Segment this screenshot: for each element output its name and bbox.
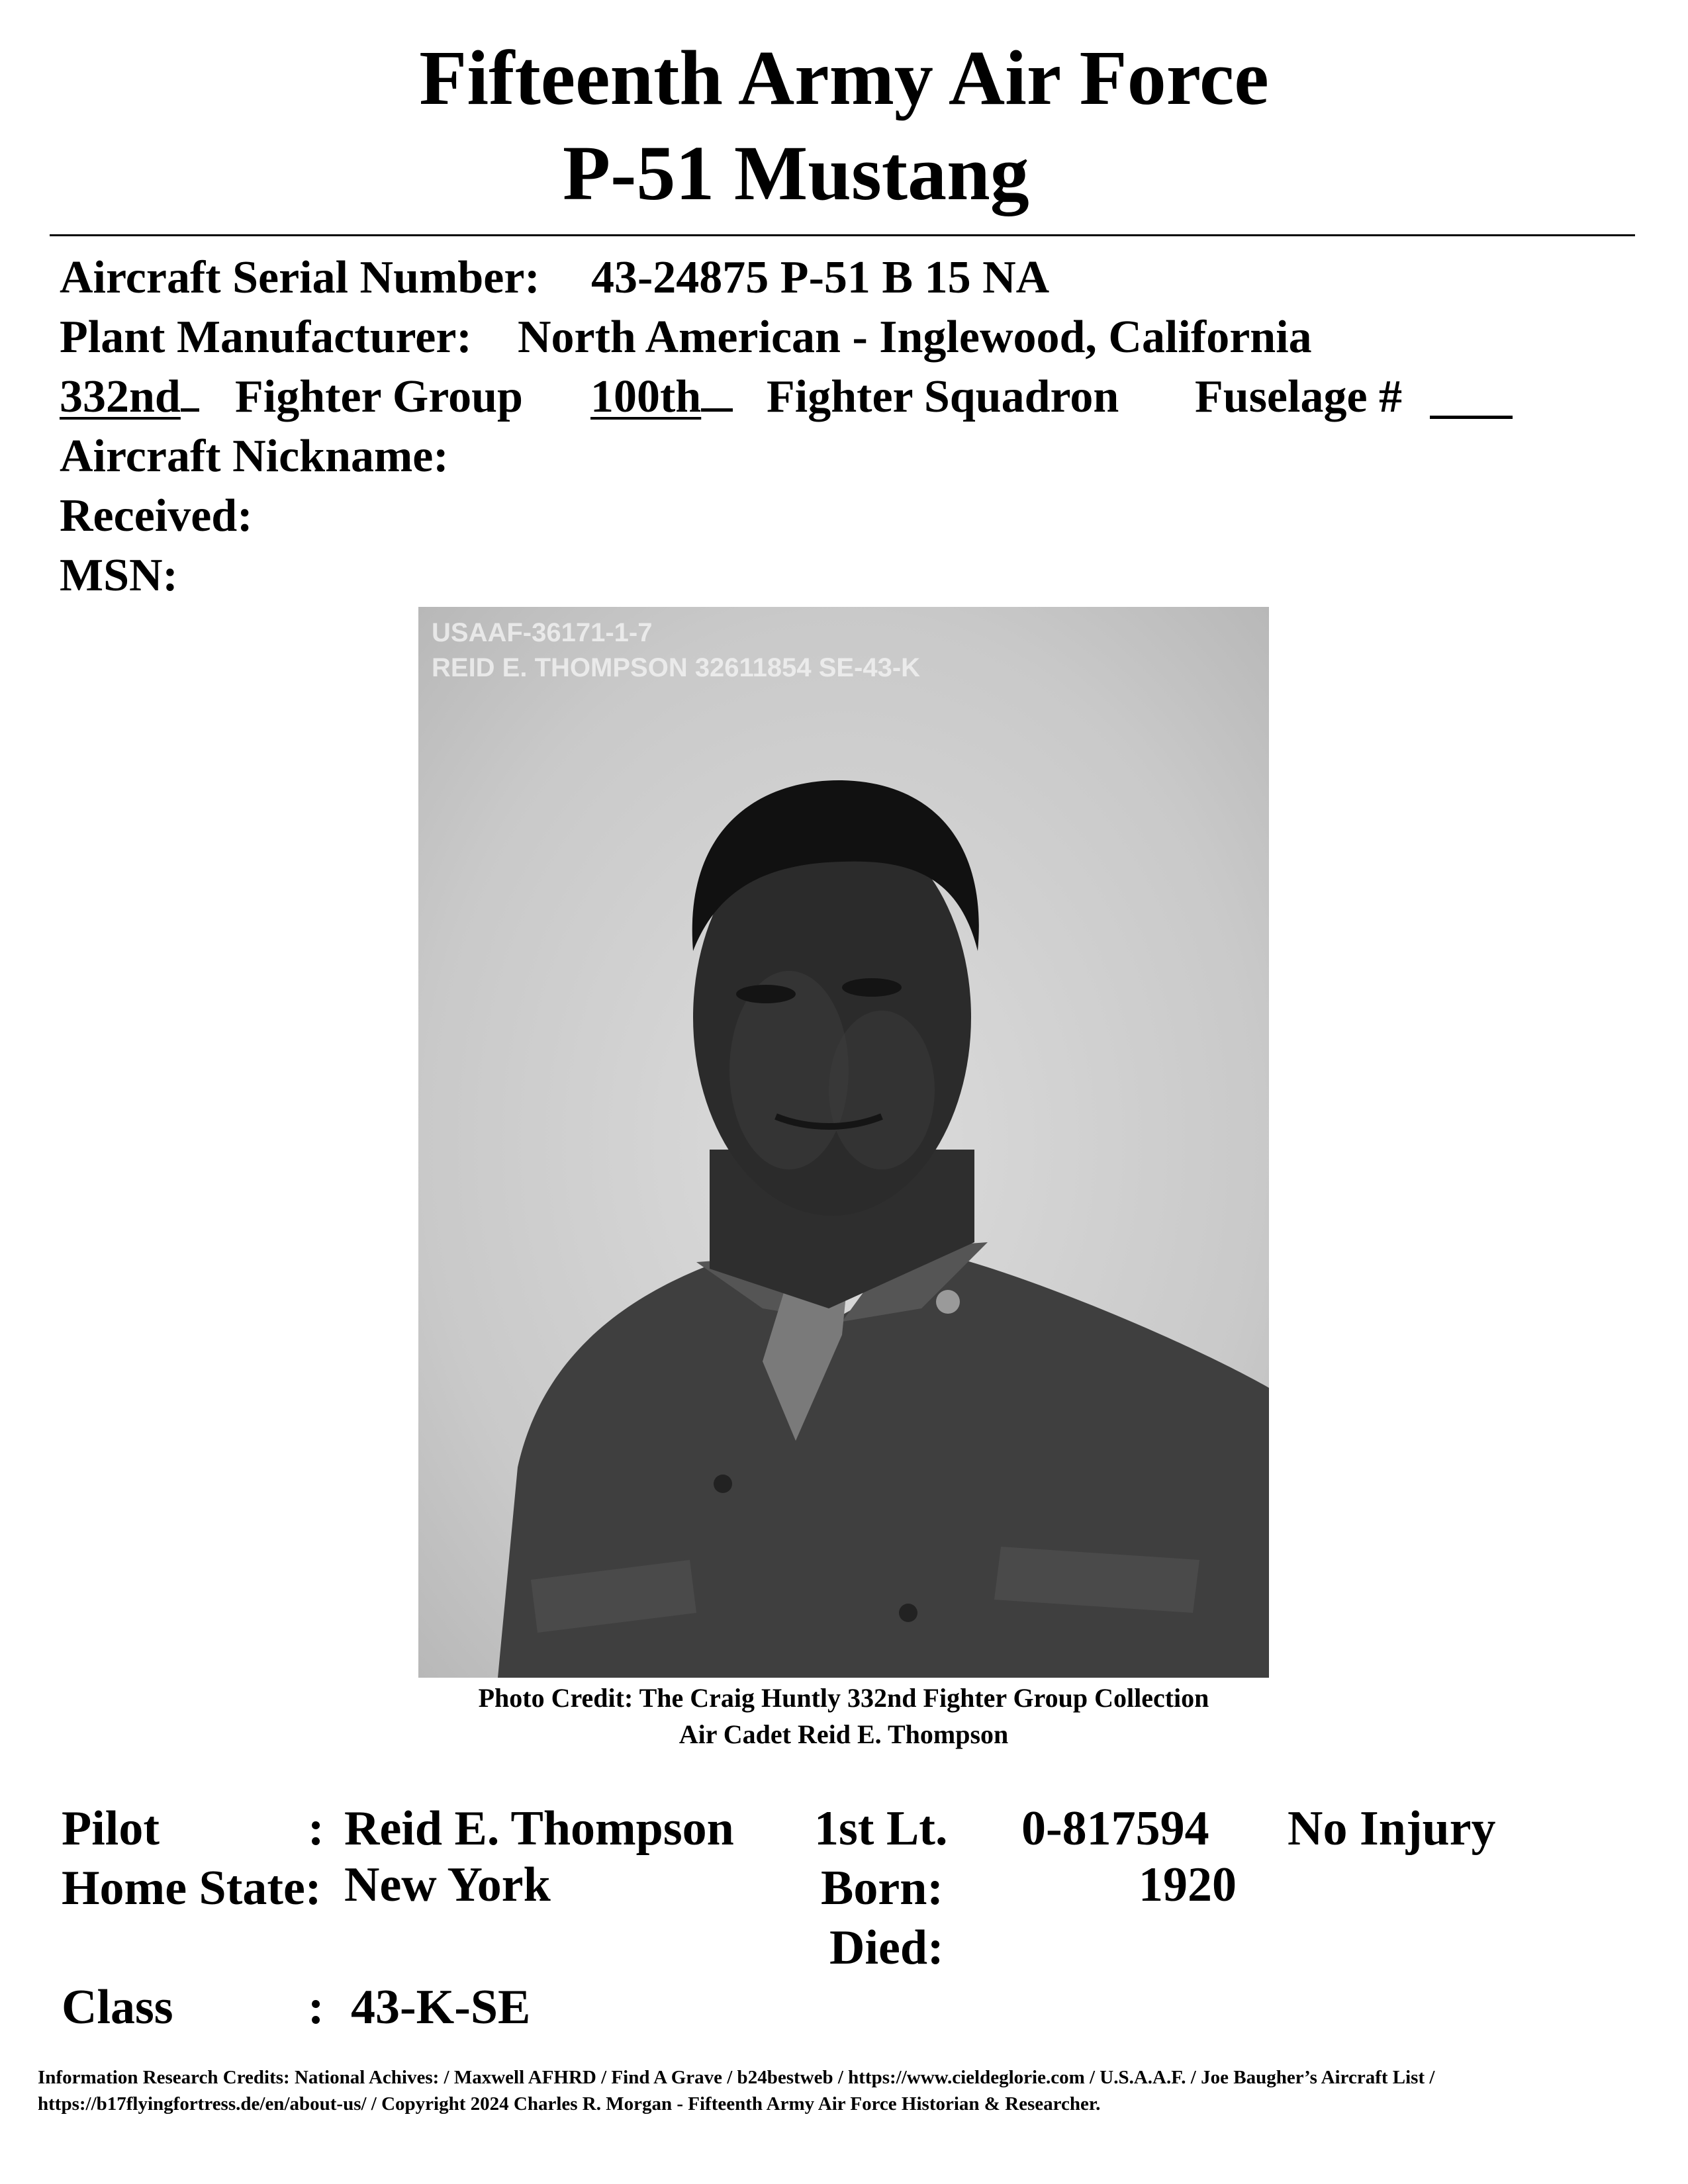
pilot-label: Pilot (62, 1801, 160, 1856)
squadron-label: Fighter Squadron (767, 371, 1119, 422)
header-divider (50, 234, 1635, 236)
fuselage-blank (1430, 376, 1513, 422)
squadron-number (590, 367, 733, 427)
born-value: 1920 (1139, 1858, 1237, 1912)
group-underline (181, 369, 199, 412)
class-label: Class (62, 1980, 173, 2034)
msn-label: MSN: (60, 550, 178, 601)
credits-line-1: Information Research Credits: National Achives: / Maxwell AFHRD / Find A Grave / b24bestweb / https://www.cieldeglorie.com / U.S.A.A.F. / Joe Baugher’s Aircraft List / (38, 2067, 1435, 2088)
photo-caption: Air Cadet Reid E. Thompson (679, 1719, 1009, 1749)
manufacturer-label: Plant Manufacturer: (60, 312, 472, 363)
group-value: 332nd (60, 371, 181, 422)
pilot-colon: : (308, 1801, 324, 1856)
group-label: Fighter Group (235, 371, 523, 422)
home-state-value: New York (344, 1858, 551, 1912)
nickname-label: Aircraft Nickname: (60, 431, 449, 482)
pilot-portrait (418, 607, 1269, 1678)
born-label: Born: (821, 1861, 943, 1915)
group-number (60, 367, 199, 427)
photo-credit: Photo Credit: The Craig Huntly 332nd Fighter Group Collection (478, 1683, 1209, 1713)
squadron-underline (701, 369, 733, 412)
class-value: 43-K-SE (351, 1980, 531, 2034)
pilot-name: Reid E. Thompson (344, 1801, 734, 1856)
pilot-status: No Injury (1288, 1801, 1496, 1856)
manufacturer-value: North American - Inglewood, California (518, 312, 1312, 363)
fuselage-label: Fuselage # (1195, 371, 1403, 422)
page-title: Fifteenth Army Air Force (419, 34, 1269, 121)
photo-stamp-line1: USAAF-36171-1-7 (432, 618, 653, 647)
home-state-label: Home State: (62, 1861, 322, 1915)
class-colon: : (308, 1980, 324, 2034)
serial-label: Aircraft Serial Number: (60, 252, 540, 303)
squadron-value: 100th (590, 371, 702, 422)
photo-stamp-line2: REID E. THOMPSON 32611854 SE-43-K (432, 653, 921, 682)
pilot-serial: 0-817594 (1021, 1801, 1209, 1856)
page-subtitle: P-51 Mustang (563, 130, 1029, 216)
died-label: Died: (829, 1921, 944, 1975)
pilot-rank: 1st Lt. (814, 1801, 948, 1856)
received-label: Received: (60, 490, 253, 541)
serial-value: 43-24875 P-51 B 15 NA (591, 252, 1050, 303)
credits-line-2: https://b17flyingfortress.de/en/about-us/ / Copyright 2024 Charles R. Morgan - Fifteenth Army Air Force Historian & Researcher. (38, 2093, 1101, 2115)
